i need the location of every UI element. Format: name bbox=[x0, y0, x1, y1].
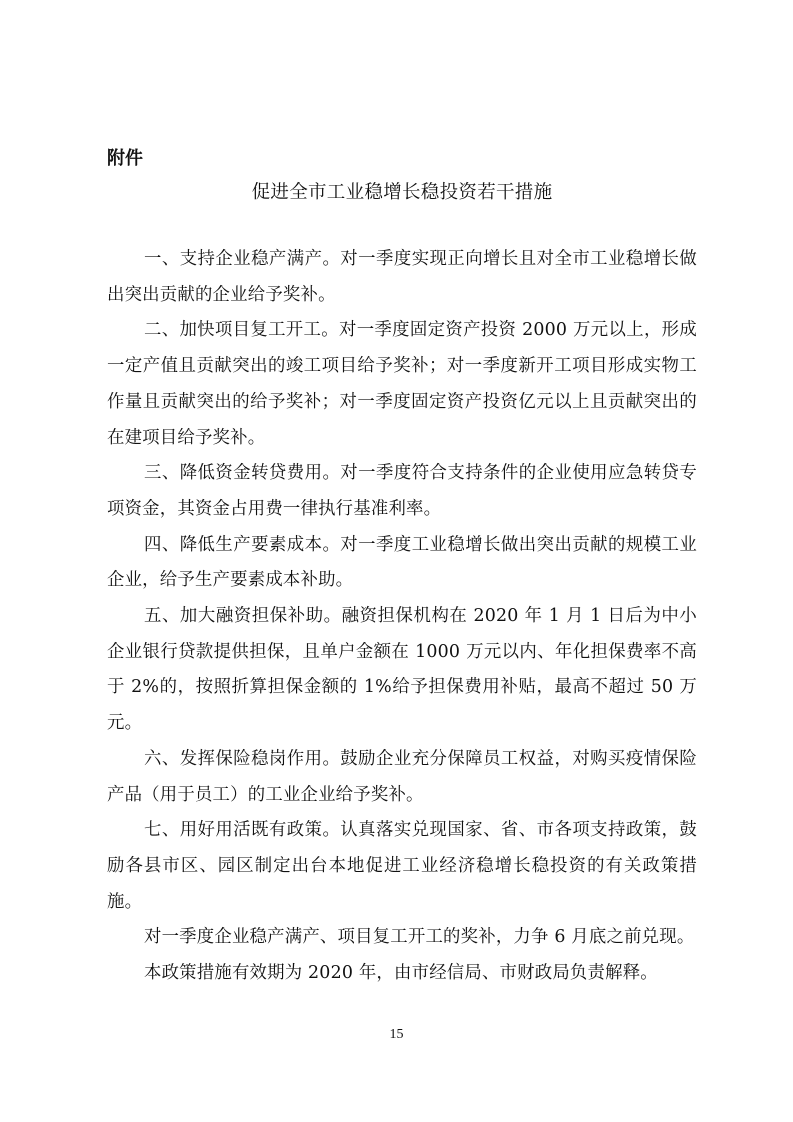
paragraph-measure-4: 四、降低生产要素成本。对一季度工业稳增长做出突出贡献的规模工业企业，给予生产要素成本补助。 bbox=[107, 534, 697, 591]
paragraph-measure-1: 一、支持企业稳产满产。对一季度实现正向增长且对全市工业稳增长做出突出贡献的企业给予奖补。 bbox=[107, 249, 697, 305]
paragraph-measure-5: 五、加大融资担保补助。融资担保机构在 2020 年 1 月 1 日后为中小企业银行贷款提供担保，且单户金额在 1000 万元以内、年化担保费率不高于 2%的，按照折算担保金额的 1%给予担保费用补贴，最高不超过 50 万元。 bbox=[107, 606, 697, 734]
document-body bbox=[107, 242, 697, 992]
document-title: 促进全市工业稳增长稳投资若干措施 bbox=[251, 182, 553, 203]
attachment-label: 附件 bbox=[107, 148, 143, 169]
paragraph-validity: 本政策措施有效期为 2020 年，由市经信局、市财政局负责解释。 bbox=[144, 963, 658, 984]
paragraph-subsidy-deadline: 对一季度企业稳产满产、项目复工开工的奖补，力争 6 月底之前兑现。 bbox=[144, 927, 695, 948]
page-number: 15 bbox=[389, 1027, 404, 1042]
paragraph-measure-2: 二、加快项目复工开工。对一季度固定资产投资 2000 万元以上，形成一定产值且贡献突出的竣工项目给予奖补；对一季度新开工项目形成实物工作量且贡献突出的给予奖补；对一季度固定资产投资亿元以上且贡献突出的在建项目给予奖补。 bbox=[107, 320, 697, 448]
paragraph-measure-3: 三、降低资金转贷费用。对一季度符合支持条件的企业使用应急转贷专项资金，其资金占用费一律执行基准利率。 bbox=[107, 463, 697, 519]
paragraph-measure-7: 七、用好用活既有政策。认真落实兑现国家、省、市各项支持政策，鼓励各县市区、园区制定出台本地促进工业经济稳增长稳投资的有关政策措施。 bbox=[107, 820, 697, 912]
paragraph-measure-6: 六、发挥保险稳岗作用。鼓励企业充分保障员工权益，对购买疫情保险产品（用于员工）的工业企业给予奖补。 bbox=[107, 748, 697, 805]
